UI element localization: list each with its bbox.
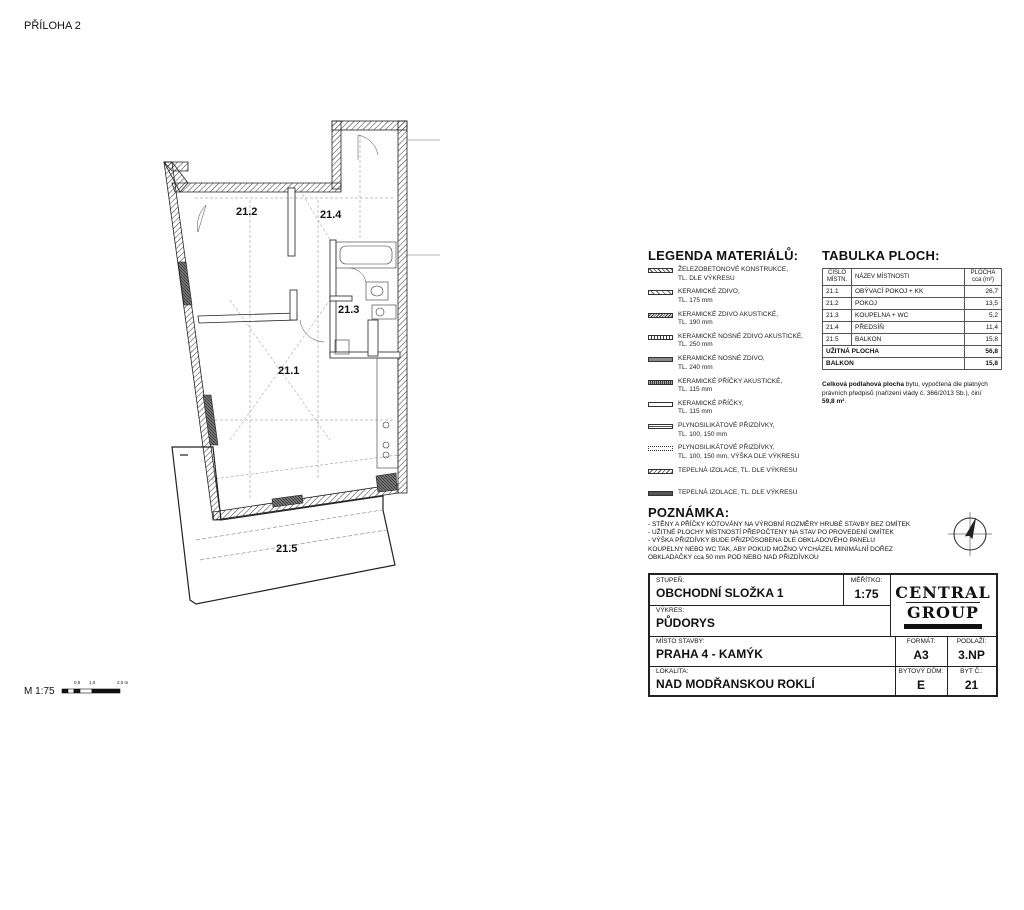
legend-swatch (648, 402, 673, 407)
legend-line-2: TL. 115 mm (678, 386, 713, 393)
room-21-5-label: 21.5 (276, 543, 298, 555)
col-num-header: ČÍSLO MÍSTN. (823, 269, 852, 286)
legend-swatch (648, 290, 673, 295)
cell-num: 21.3 (823, 310, 852, 322)
legend-swatch (648, 268, 673, 273)
legend-swatch (648, 357, 673, 362)
floor-cell (947, 636, 996, 666)
logo-line-2: GROUP (907, 603, 979, 622)
note-line: - VÝŠKA PŘIZDÍVKY BUDE PŘIZPŮSOBENA DLE OBKLADOVÉHO PANELU (648, 537, 875, 545)
total-area-note-text: bytu, vypočtená dle platných právních předpisů (nařízení vlády č. 366/2013 Sb.), činí (822, 381, 988, 397)
partitions (198, 188, 400, 358)
total-area-value: 59,8 m² (822, 398, 845, 405)
cell-name: OBÝVACÍ POKOJ + KK (852, 286, 965, 298)
note-line: - UŽITNÉ PLOCHY MÍSTNOSTÍ PŘEPOČTENY NA STAV PO PROVEDENÍ OMÍTEK (648, 529, 894, 537)
attachment-label: PŘÍLOHA 2 (24, 20, 81, 32)
scale-bar (62, 689, 120, 693)
legend-item (648, 400, 818, 422)
cell-name: BALKON (852, 334, 965, 346)
stage-value: OBCHODNÍ SLOŽKA 1 (656, 586, 784, 600)
logo-line-1: CENTRAL (895, 583, 991, 602)
scale-ratio-value: 1:75 (854, 587, 879, 601)
locality-label: LOKALITA: (656, 668, 689, 675)
cell-num: 21.5 (823, 334, 852, 346)
notes-title: POZNÁMKA: (648, 505, 730, 520)
format-cell (895, 636, 947, 666)
legend-item (648, 422, 818, 444)
legend-item (648, 355, 818, 377)
site-value: PRAHA 4 - KAMÝK (656, 647, 763, 661)
cell-num: 21.2 (823, 298, 852, 310)
apartment-value: 21 (964, 678, 979, 692)
legend-title: LEGENDA MATERIÁLŮ: (648, 248, 799, 263)
legend-swatch (648, 313, 673, 318)
table-row (823, 310, 1002, 322)
scale-label: M 1:75 (24, 686, 55, 697)
legend-swatch (648, 446, 673, 451)
apartment-cell (947, 666, 996, 695)
legend-line-1: KERAMICKÉ PŘÍČKY, (678, 399, 744, 407)
table-row (823, 334, 1002, 346)
drawing-label: VÝKRES: (656, 607, 685, 614)
floor-label: PODLAŽÍ: (956, 638, 987, 645)
legend-line-1: KERAMICKÉ ZDIVO AKUSTICKÉ, (678, 310, 779, 318)
legend-item (648, 378, 818, 400)
legend-line-2: TL. DLE VÝKRESU (678, 274, 735, 282)
legend-line-1: KERAMICKÉ NOSNÉ ZDIVO, (678, 355, 765, 363)
legend-item (648, 333, 818, 355)
locality-value: NAD MODŘANSKOU ROKLÍ (656, 677, 815, 691)
legend-text (678, 400, 743, 417)
locality-cell (650, 666, 895, 695)
legend-text (678, 378, 782, 395)
legend-item (648, 444, 818, 466)
col-name-header: NÁZEV MÍSTNOSTI (852, 269, 965, 286)
legend-line-2: TL. 175 mm (678, 296, 713, 304)
legend-line-2: TL. 250 mm (678, 341, 713, 349)
legend-swatch (648, 335, 673, 340)
legend-swatch (648, 380, 673, 385)
legend-item (648, 467, 818, 489)
legend-line-2: TL. 190 mm (678, 319, 713, 327)
north-arrow-icon (948, 512, 992, 556)
notes-text (648, 521, 938, 562)
legend-text (678, 444, 799, 461)
drawing-cell (650, 605, 890, 636)
table-row (823, 322, 1002, 334)
legend-swatch (648, 491, 673, 496)
note-line: OBKLADAČKY cca 50 mm POD NEBO NAD PŘIZDÍVKOU (648, 553, 819, 561)
legend-line-1: ŽELEZOBETONOVÉ KONSTRUKCE, (678, 266, 789, 273)
legend-text (678, 422, 774, 439)
cell-name: PŘEDSÍŇ (852, 322, 965, 334)
legend-line-2: TL. 240 mm (678, 363, 713, 371)
useful-area-row (823, 346, 1002, 358)
legend-swatch (648, 424, 673, 429)
total-area-note-bold: Celková podlahová plocha (822, 381, 904, 388)
legend-line-1: KERAMICKÉ PŘÍČKY AKUSTICKÉ, (678, 377, 783, 385)
cell-name: KOUPELNA + WC (852, 310, 965, 322)
legend-text (678, 467, 797, 476)
legend-text (678, 489, 797, 498)
legend-line-1: PLYNOSILIKÁTOVÉ PŘIZDÍVKY, (678, 444, 775, 452)
drawing-value: PŮDORYS (656, 616, 715, 630)
balcony-value: 15,8 (965, 358, 1002, 370)
format-value: A3 (913, 648, 929, 662)
total-area-note-end: . (844, 398, 847, 405)
room-21-2-label: 21.2 (236, 206, 258, 218)
apartment-label: BYT Č.: (960, 668, 983, 675)
balcony-label: BALKON (823, 358, 965, 370)
legend-item (648, 311, 818, 333)
cell-area: 26,7 (965, 286, 1002, 298)
room-21-1-label: 21.1 (278, 365, 300, 377)
legend-line-2: TL. 100, 150 mm, VÝŠKA DLE VÝKRESU (678, 452, 800, 460)
scale-ratio-label: MĚŘÍTKO: (850, 577, 883, 584)
room-21-4-label: 21.4 (320, 209, 342, 221)
room-21-3-label: 21.3 (338, 304, 360, 316)
cell-num: 21.4 (823, 322, 852, 334)
site-cell (650, 636, 895, 666)
table-row (823, 298, 1002, 310)
building-cell (895, 666, 947, 695)
legend-item (648, 266, 818, 288)
legend-line-1: TEPELNÁ IZOLACE, TL. DLE VÝKRESU (678, 489, 798, 496)
area-table-title: TABULKA PLOCH: (822, 248, 940, 263)
legend-line-1: TEPELNÁ IZOLACE, TL. DLE VÝKRESU (678, 466, 798, 474)
useful-area-label: UŽITNÁ PLOCHA (823, 346, 965, 358)
useful-area-value: 56,8 (965, 346, 1002, 358)
legend-line-1: KERAMICKÉ ZDIVO, (678, 288, 740, 296)
note-line: KOUPELNY NEBO WC TAK, ABY POKUD MOŽNO VYCHÁZEL MINIMÁLNÍ DOŘEZ (648, 545, 893, 553)
cell-area: 5,2 (965, 310, 1002, 322)
format-label: FORMÁT: (906, 638, 936, 645)
balcony-row (823, 358, 1002, 370)
legend-text (678, 311, 778, 328)
cell-area: 13,5 (965, 298, 1002, 310)
building-value: E (916, 678, 925, 692)
scale-tick-1: 0,5 (74, 680, 81, 685)
cell-area: 11,4 (965, 322, 1002, 334)
legend-text (678, 355, 765, 372)
table-row (823, 286, 1002, 298)
legend-line-1: PLYNOSILIKÁTOVÉ PŘIZDÍVKY, (678, 422, 775, 430)
legend-item (648, 288, 818, 310)
stage-cell (650, 575, 843, 605)
legend-line-2: TL. 115 mm (678, 408, 713, 416)
annotation-leaders (407, 140, 440, 255)
cell-name: POKOJ (852, 298, 965, 310)
company-logo (890, 575, 996, 636)
total-area-note (822, 381, 992, 407)
scale-cell (843, 575, 890, 605)
scale-tick-3: 2,0 m (117, 680, 129, 685)
legend-text (678, 333, 803, 350)
legend-line-1: KERAMICKÉ NOSNÉ ZDIVO AKUSTICKÉ, (678, 332, 803, 340)
note-line: - STĚNY A PŘÍČKY KÓTOVÁNY NA VÝROBNÍ ROZMĚRY HRUBÉ STAVBY BEZ OMÍTEK (648, 521, 911, 528)
legend-text (678, 266, 788, 283)
legend-line-2: TL. 100, 150 mm (678, 430, 728, 438)
legend-swatch (648, 469, 673, 474)
stage-label: STUPEŇ: (656, 577, 685, 584)
building-label: BYTOVÝ DŮM: (898, 668, 944, 675)
logo-bar (904, 624, 982, 629)
balcony (172, 447, 395, 604)
scale-tick-2: 1,0 (89, 680, 96, 685)
floor-value: 3.NP (958, 648, 985, 662)
legend-text (678, 288, 740, 305)
cell-area: 15,8 (965, 334, 1002, 346)
title-block (648, 573, 998, 697)
col-area-header: PLOCHA cca (m²) (965, 269, 1002, 286)
cell-num: 21.1 (823, 286, 852, 298)
area-table (822, 268, 1002, 370)
site-label: MÍSTO STAVBY: (656, 638, 705, 645)
